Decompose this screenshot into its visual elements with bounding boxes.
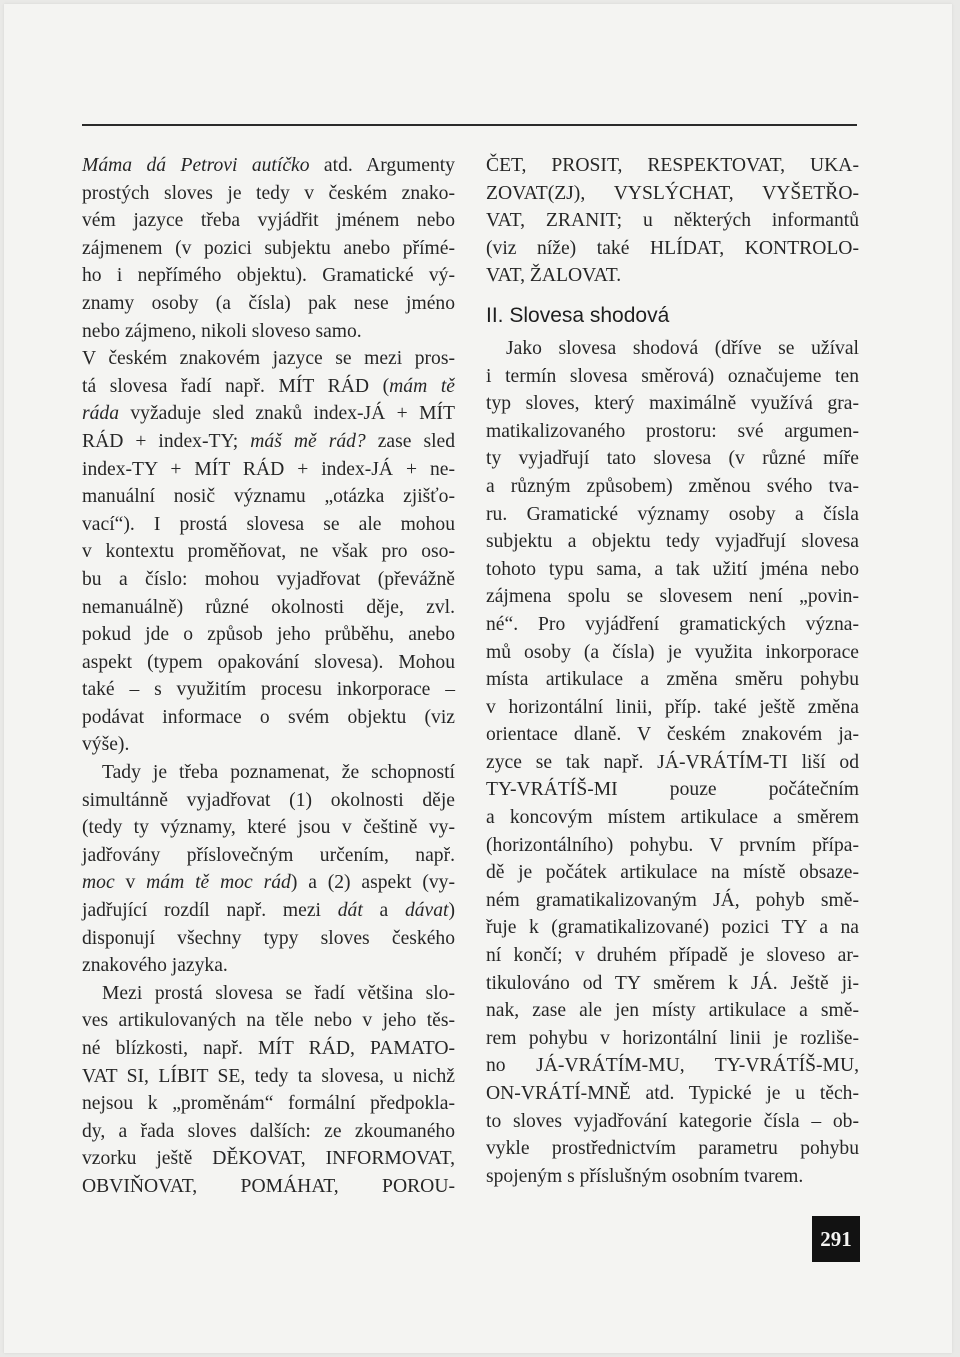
text-run: vykle prostřednictvím parametru pohybu: [486, 1138, 859, 1160]
text-run: znakového jazyka.: [82, 955, 228, 977]
text-run: typ sloves, který maximálně využívá gra-: [486, 393, 859, 415]
text-run: zájmenem (v pozici subjektu anebo přímé-: [82, 237, 455, 259]
text-line: [486, 180, 859, 208]
text-run: jadřovány příslovečným určením, např.: [82, 844, 455, 866]
text-line: [486, 556, 859, 584]
text-run: ): [448, 900, 455, 922]
text-line: [486, 942, 859, 970]
text-line: [486, 611, 859, 639]
text-run: ném gramatikalizovaným JÁ, pohyb smě-: [486, 889, 859, 911]
text-run: nejsou k „proměnám“ formální předpokla-: [82, 1093, 455, 1115]
right-column: [486, 152, 859, 1190]
italic-run: Máma dá Petrovi autíčko: [82, 155, 310, 176]
text-line: [486, 235, 859, 263]
text-line: [486, 1163, 859, 1191]
text-run: matikalizovaného prostoru: své argumen-: [486, 420, 859, 442]
text-line: [486, 997, 859, 1025]
italic-run: dát: [337, 900, 363, 922]
text-run: index-TY + MÍT RÁD + index-JÁ + ne-: [82, 458, 455, 480]
text-line: [82, 1145, 455, 1173]
text-line: [82, 704, 455, 732]
text-line: [486, 804, 859, 832]
text-line: [486, 207, 859, 235]
text-line: [82, 787, 455, 815]
text-line: [82, 1118, 455, 1146]
text-run: pokud jde o způsob jeho průběhu, anebo: [82, 624, 455, 646]
left-column: [82, 152, 455, 1201]
text-line: [82, 1007, 455, 1035]
text-line: [82, 345, 455, 373]
text-line: [82, 483, 455, 511]
text-run: mů osoby (a čísla) je využita inkorporace: [486, 641, 859, 663]
section-heading: II. Slovesa shodová: [486, 303, 670, 327]
text-run: spojeným s příslušným osobním tvarem.: [486, 1165, 804, 1187]
italic-run: moc: [82, 872, 115, 894]
text-run: místa artikulace a změna směru pohybu: [486, 669, 859, 691]
text-run: subjektu a objektu tedy vyjadřují slovesa: [486, 531, 859, 553]
text-run: VAT, ŽALOVAT.: [486, 265, 622, 287]
text-run: a různým způsobem) změnou svého tva-: [486, 475, 859, 497]
text-run: ČET, PROSIT, RESPEKTOVAT, UKA-: [486, 155, 859, 176]
text-line: [486, 1025, 859, 1053]
text-line: [82, 1063, 455, 1091]
text-line: [82, 400, 455, 428]
text-line: [82, 538, 455, 566]
text-run: simultánně vyjadřovat (1) okolnosti děje: [82, 789, 455, 811]
text-line: [82, 952, 455, 980]
italic-run: máš mě rád?: [250, 430, 366, 452]
text-run: vém jazyce třeba vyjádřit jménem nebo: [82, 210, 455, 232]
text-line: [82, 373, 455, 401]
text-line: [82, 649, 455, 677]
text-line: [486, 528, 859, 556]
text-run: manuální nosič významu „otázka zjišťo-: [82, 486, 455, 508]
text-line: [486, 694, 859, 722]
text-run: jadřující rozdíl např. mezi: [82, 900, 338, 922]
text-run: dě je počátek artikulace na místě obsaze-: [486, 862, 859, 884]
text-line: [82, 925, 455, 953]
text-run: nak, zase ale jen místy artikulace a smě-: [486, 1000, 859, 1022]
text-run: ) a (2) aspekt (vy-: [290, 872, 455, 894]
text-run: ON-VRÁTÍ-MNĚ atd. Typické je u těch-: [486, 1083, 859, 1104]
text-run: ZOVAT(ZJ), VYSLÝCHAT, VYŠETŘO-: [486, 182, 859, 204]
text-run: atd. Argumenty: [309, 155, 455, 176]
text-line: [486, 390, 859, 418]
text-line: [486, 445, 859, 473]
text-run: nemanuálně) různé okolnosti děje, zvl.: [82, 596, 455, 618]
text-run: i termín slovesa směrová) označujeme ten: [486, 365, 859, 387]
text-run: tohoto typu sama, a tak užití jména nebo: [486, 558, 859, 580]
text-line: [486, 262, 859, 290]
text-run: VAT SI, LÍBIT SE, tedy ta slovesa, u nichž: [82, 1065, 455, 1087]
text-run: Jako slovesa shodová (dříve se užíval: [506, 337, 859, 359]
text-run: ní končí; v druhém případě je sloveso ar-: [486, 945, 859, 967]
text-line: [486, 473, 859, 501]
text-run: znamy osoby (a čísla) pak nese jméno: [82, 292, 455, 314]
left-column-text: [82, 152, 455, 1201]
text-run: VAT, ZRANIT; u některých informantů: [486, 210, 859, 232]
text-line: [486, 1108, 859, 1136]
text-line: [82, 897, 455, 925]
text-run: Tady je třeba poznamenat, že schopností: [102, 762, 455, 784]
text-line: [486, 418, 859, 446]
text-run: RÁD + index-TY;: [82, 430, 251, 452]
right-column-text-bottom: [486, 335, 859, 1190]
text-run: dy, a řada sloves dalších: ze zkoumaného: [82, 1120, 455, 1142]
text-line: [82, 235, 455, 263]
text-run: TY-VRÁTÍŠ-MI pouze počátečním: [486, 779, 859, 801]
text-run: ves artikulovaných na těle nebo v jeho těs-: [82, 1010, 455, 1032]
text-run: aspekt (typem opakování slovesa). Mohou: [82, 651, 455, 673]
text-line: [82, 1090, 455, 1118]
text-line: [82, 318, 455, 346]
text-line: [486, 583, 859, 611]
text-line: [82, 566, 455, 594]
italic-run: dávat: [404, 900, 449, 922]
text-line: [486, 501, 859, 529]
header-rule: [82, 124, 857, 126]
text-run: vací“). I prostá slovesa se ale mohou: [82, 513, 455, 535]
text-run: né“. Pro vyjádření gramatických význa-: [486, 613, 859, 635]
text-run: ty vyjadřují tato slovesa (v různé míře: [486, 448, 859, 470]
text-run: prostých sloves je tedy v českém znako-: [82, 182, 455, 204]
text-run: (viz níže) také HLÍDAT, KONTROLO-: [486, 237, 859, 259]
text-line: [82, 842, 455, 870]
text-line: [82, 428, 455, 456]
text-run: tikulováno od TY směrem k JÁ. Ještě ji-: [486, 972, 859, 994]
text-line: [486, 666, 859, 694]
text-run: v kontextu proměňovat, ne však pro oso-: [82, 541, 455, 563]
text-line: [82, 456, 455, 484]
text-line: [82, 207, 455, 235]
text-line: [82, 262, 455, 290]
text-line: [82, 814, 455, 842]
page-number: 291: [812, 1216, 860, 1262]
text-run: orientace dlaně. V českém znakovém ja-: [486, 724, 859, 746]
text-run: nebo zájmeno, nikoli sloveso samo.: [82, 320, 362, 342]
text-run: zájmena spolu se slovesem není „povin-: [486, 586, 859, 608]
text-run: tá slovesa řadí např. MÍT RÁD (: [82, 375, 390, 397]
text-line: [486, 363, 859, 391]
book-page: [4, 4, 952, 1353]
text-run: V českém znakovém jazyce se mezi pros-: [82, 348, 455, 370]
text-run: a koncovým místem artikulace a směrem: [486, 807, 859, 829]
text-run: podávat informace o svém objektu (viz: [82, 706, 455, 728]
text-run: né blízkosti, např. MÍT RÁD, PAMATO-: [82, 1038, 455, 1059]
text-line: [82, 759, 455, 787]
italic-run: mám tě: [389, 375, 456, 397]
text-line: [82, 152, 455, 180]
text-line: [486, 1080, 859, 1108]
text-line: [82, 980, 455, 1008]
text-run: OBVIŇOVAT, POMÁHAT, POROU-: [82, 1175, 455, 1197]
text-run: v horizontální linii, příp. také ještě změna: [486, 696, 859, 718]
text-run: v: [114, 872, 147, 894]
text-line: [486, 335, 859, 363]
text-line: [486, 1052, 859, 1080]
text-line: [486, 970, 859, 998]
text-run: Mezi prostá slovesa se řadí většina slo-: [102, 982, 455, 1004]
text-line: [82, 621, 455, 649]
right-column-text-top: [486, 152, 859, 290]
text-line: [486, 1135, 859, 1163]
text-run: vzorku ještě DĚKOVAT, INFORMOVAT,: [82, 1148, 455, 1170]
text-run: bu a číslo: mohou vyjadřovat (převážně: [82, 568, 455, 590]
text-line: [486, 914, 859, 942]
text-run: ru. Gramatické významy osoby a čísla: [486, 503, 859, 525]
text-run: (horizontálního) pohybu. V prvním přípa-: [486, 834, 859, 856]
text-run: ho i nepřímého objektu). Gramatické vý-: [82, 265, 455, 287]
text-line: [82, 676, 455, 704]
text-line: [486, 859, 859, 887]
text-run: výše).: [82, 734, 130, 756]
text-line: [82, 869, 455, 897]
text-line: [486, 749, 859, 777]
text-run: (tedy ty významy, které jsou v češtině vy-: [82, 817, 455, 839]
text-line: [486, 721, 859, 749]
text-run: vyžaduje sled znaků index-JÁ + MÍT: [119, 403, 455, 425]
text-line: [82, 180, 455, 208]
text-line: [82, 594, 455, 622]
text-line: [82, 1035, 455, 1063]
text-run: no JÁ-VRÁTÍM-MU, TY-VRÁTÍŠ-MU,: [486, 1055, 859, 1077]
text-line: [82, 290, 455, 318]
text-line: [82, 1173, 455, 1201]
text-run: disponují všechny typy sloves českého: [82, 927, 455, 949]
text-line: [486, 152, 859, 180]
text-run: a: [362, 900, 405, 922]
text-run: rem pohybu v horizontální linii je rozliše-: [486, 1027, 859, 1049]
text-run: zase sled: [365, 430, 456, 452]
italic-run: ráda: [82, 403, 120, 425]
text-line: [486, 639, 859, 667]
text-line: [82, 511, 455, 539]
text-run: zyce se tak např. JÁ-VRÁTÍM-TI liší od: [486, 751, 859, 773]
italic-run: mám tě moc rád: [146, 872, 291, 894]
text-line: [486, 832, 859, 860]
text-run: také – s využitím procesu inkorporace –: [82, 679, 455, 701]
text-run: řuje k (gramatikalizované) pozici TY a na: [486, 917, 859, 939]
text-line: [486, 887, 859, 915]
text-line: [82, 731, 455, 759]
text-run: to sloves vyjadřování kategorie čísla – ob-: [486, 1110, 859, 1132]
text-line: [486, 776, 859, 804]
